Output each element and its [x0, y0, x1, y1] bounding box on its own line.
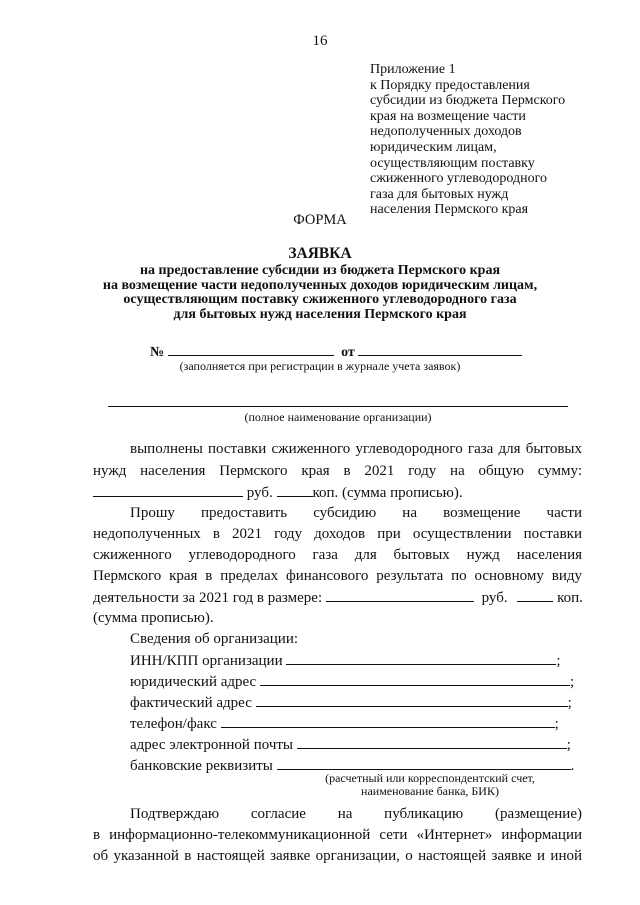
bank-details-field[interactable]: [277, 757, 571, 770]
semicolon: ;: [567, 695, 572, 711]
subtitle-line: на предоставление субсидии из бюджета Пермского края: [139, 263, 501, 278]
form-label: ФОРМА: [293, 212, 347, 228]
semicolon: ;: [566, 737, 571, 753]
bank-note-line: (расчетный или корреспондентский счет,: [325, 771, 535, 785]
email-row: [130, 736, 571, 754]
kop-label: коп. (сумма прописью).: [312, 485, 463, 501]
para2-line: Пермского края в пределах финансового результата по основному виду: [93, 568, 582, 584]
document-subtitle: [60, 264, 580, 322]
phone-fax-label: телефон/факс: [130, 716, 217, 732]
semicolon: ;: [554, 716, 559, 732]
total-kop-field[interactable]: [277, 484, 313, 497]
para3-line: Подтверждаю согласие на публикацию (размещение): [130, 806, 582, 822]
actual-address-row: [130, 694, 572, 712]
application-number-field[interactable]: [168, 343, 334, 356]
appendix-line: населения Пермского края: [370, 202, 529, 218]
rub-label: руб.: [481, 590, 508, 606]
legal-address-row: [130, 673, 574, 691]
appendix-line: газа для бытовых нужд: [370, 186, 509, 202]
legal-address-field[interactable]: [260, 673, 570, 686]
phone-fax-row: [130, 715, 559, 733]
inn-kpp-row: [130, 652, 561, 670]
document-title: ЗАЯВКА: [288, 245, 352, 262]
inn-kpp-label: ИНН/КПП организации: [130, 653, 283, 669]
appendix-reference: [370, 62, 600, 218]
period: .: [570, 758, 575, 774]
para2-line: Прошу предоставить субсидию на возмещение части: [130, 505, 582, 521]
email-field[interactable]: [297, 736, 567, 749]
bank-details-label: банковские реквизиты: [130, 758, 273, 774]
bank-details-note: [260, 772, 600, 798]
email-label: адрес электронной почты: [130, 737, 294, 753]
number-sign: №: [150, 345, 165, 360]
subtitle-line: для бытовых нужд населения Пермского края: [173, 306, 467, 322]
appendix-line: субсидии из бюджета Пермского: [370, 93, 566, 109]
kop-label: коп.: [557, 590, 583, 606]
actual-address-field[interactable]: [256, 694, 568, 707]
application-date-field[interactable]: [358, 343, 522, 356]
subtitle-line: осуществляющим поставку сжиженного углеводородного газа: [123, 292, 517, 307]
date-label: от: [341, 345, 355, 360]
phone-fax-field[interactable]: [221, 715, 555, 728]
para1-amount-row: [93, 484, 463, 502]
para3-line: об указанной в настоящей заявке организации, о настоящей заявке и иной: [93, 848, 582, 864]
subtitle-line: на возмещение части недополученных доходов юридическим лицам,: [102, 277, 538, 293]
para2-line: недополученных в 2021 году доходов при осуществлении поставки: [93, 526, 582, 542]
subsidy-rub-field[interactable]: [326, 589, 474, 602]
para2-line: деятельности за 2021 год в размере:: [93, 590, 323, 606]
page-number: 16: [312, 33, 328, 49]
appendix-line: сжиженного углеводородного: [370, 171, 548, 187]
appendix-line: к Порядку предоставления: [370, 77, 530, 93]
para3-line: в информационно-телекоммуникационной сети «Интернет» информации: [93, 827, 582, 843]
total-rub-field[interactable]: [93, 484, 243, 497]
para2-amount-row: [93, 589, 583, 607]
appendix-line: недополученных доходов: [370, 124, 522, 140]
appendix-line: Приложение 1: [370, 62, 456, 77]
organization-name-note: (полное наименование организации): [244, 410, 432, 424]
semicolon: ;: [556, 653, 561, 669]
organization-name-field[interactable]: [108, 406, 568, 407]
appendix-line: осуществляющим поставку: [370, 155, 535, 171]
bank-note-line: наименование банка, БИК): [361, 784, 499, 798]
inn-kpp-field[interactable]: [286, 652, 556, 665]
para2-line: сжиженного углеводородного газа для бытовых нужд населения: [93, 547, 582, 563]
appendix-line: юридическим лицам,: [370, 139, 497, 155]
org-info-header: Сведения об организации:: [130, 631, 299, 647]
para1-line: выполнены поставки сжиженного углеводородного газа для бытовых: [130, 441, 582, 457]
para2-line: (сумма прописью).: [93, 610, 214, 626]
registration-note: (заполняется при регистрации в журнале учета заявок): [179, 359, 461, 373]
semicolon: ;: [569, 674, 575, 690]
rub-label: руб.: [246, 485, 273, 501]
subsidy-kop-field[interactable]: [517, 589, 553, 602]
actual-address-label: фактический адрес: [130, 695, 252, 711]
para1-line: нужд населения Пермского края в 2021 году на общую сумму:: [93, 463, 582, 479]
appendix-line: края на возмещение части: [370, 108, 526, 124]
legal-address-label: юридический адрес: [130, 674, 257, 690]
